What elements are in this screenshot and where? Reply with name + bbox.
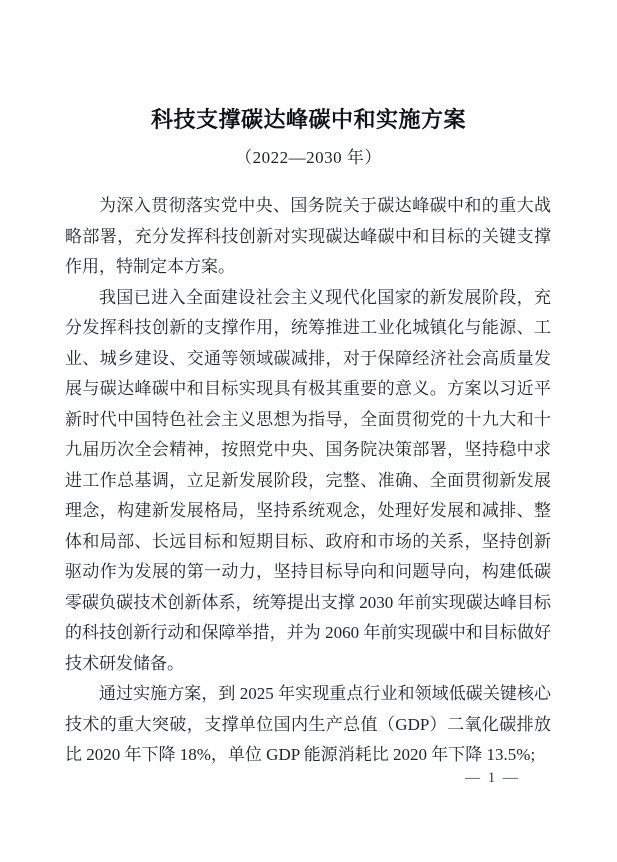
document-title: 科技支撑碳达峰碳中和实施方案 bbox=[150, 107, 466, 132]
document-body bbox=[65, 191, 551, 771]
paragraph-1: 为深入贯彻落实党中央、国务院关于碳达峰碳中和的重大战略部署，充分发挥科技创新对实现碳达峰碳中和目标的关键支撑作用，特制定本方案。 bbox=[65, 196, 551, 276]
paragraph-2: 我国已进入全面建设社会主义现代化国家的新发展阶段，充分发挥科技创新的支撑作用，统筹推进工业化城镇化与能源、工业、城乡建设、交通等领域碳减排，对于保障经济社会高质量发展与碳达峰碳中和目标实现具有极其重要的意义。方案以习近平新时代中国特色社会主义思想为指导，全面贯彻党的十九大和十九届历次全会精神，按照党中央、国务院决策部署，坚持稳中求进工作总基调，立足新发展阶段，完整、准确、全面贯彻新发展理念，构建新发展格局，坚持系统观念，处理好发展和减排、整体和局部、长远目标和短期目标、政府和市场的关系，坚持创新驱动作为发展的第一动力，坚持目标导向和问题导向，构建低碳零碳负碳技术创新体系，统筹提出支撑 2030 年前实现碳达峰目标的科技创新行动和保障举措，并为 2060 年前实现碳中和目标做好技术研发储备。 bbox=[65, 287, 551, 673]
paragraph-3: 通过实施方案，到 2025 年实现重点行业和领域低碳关键核心技术的重大突破，支撑单位国内生产总值（GDP）二氧化碳排放比 2020 年下降 18%，单位 GDP 能源消耗比 2020 年下降 13.5%; bbox=[65, 684, 551, 764]
page-number: — 1 — bbox=[465, 770, 520, 786]
document-subtitle: （2022—2030 年） bbox=[235, 148, 382, 167]
